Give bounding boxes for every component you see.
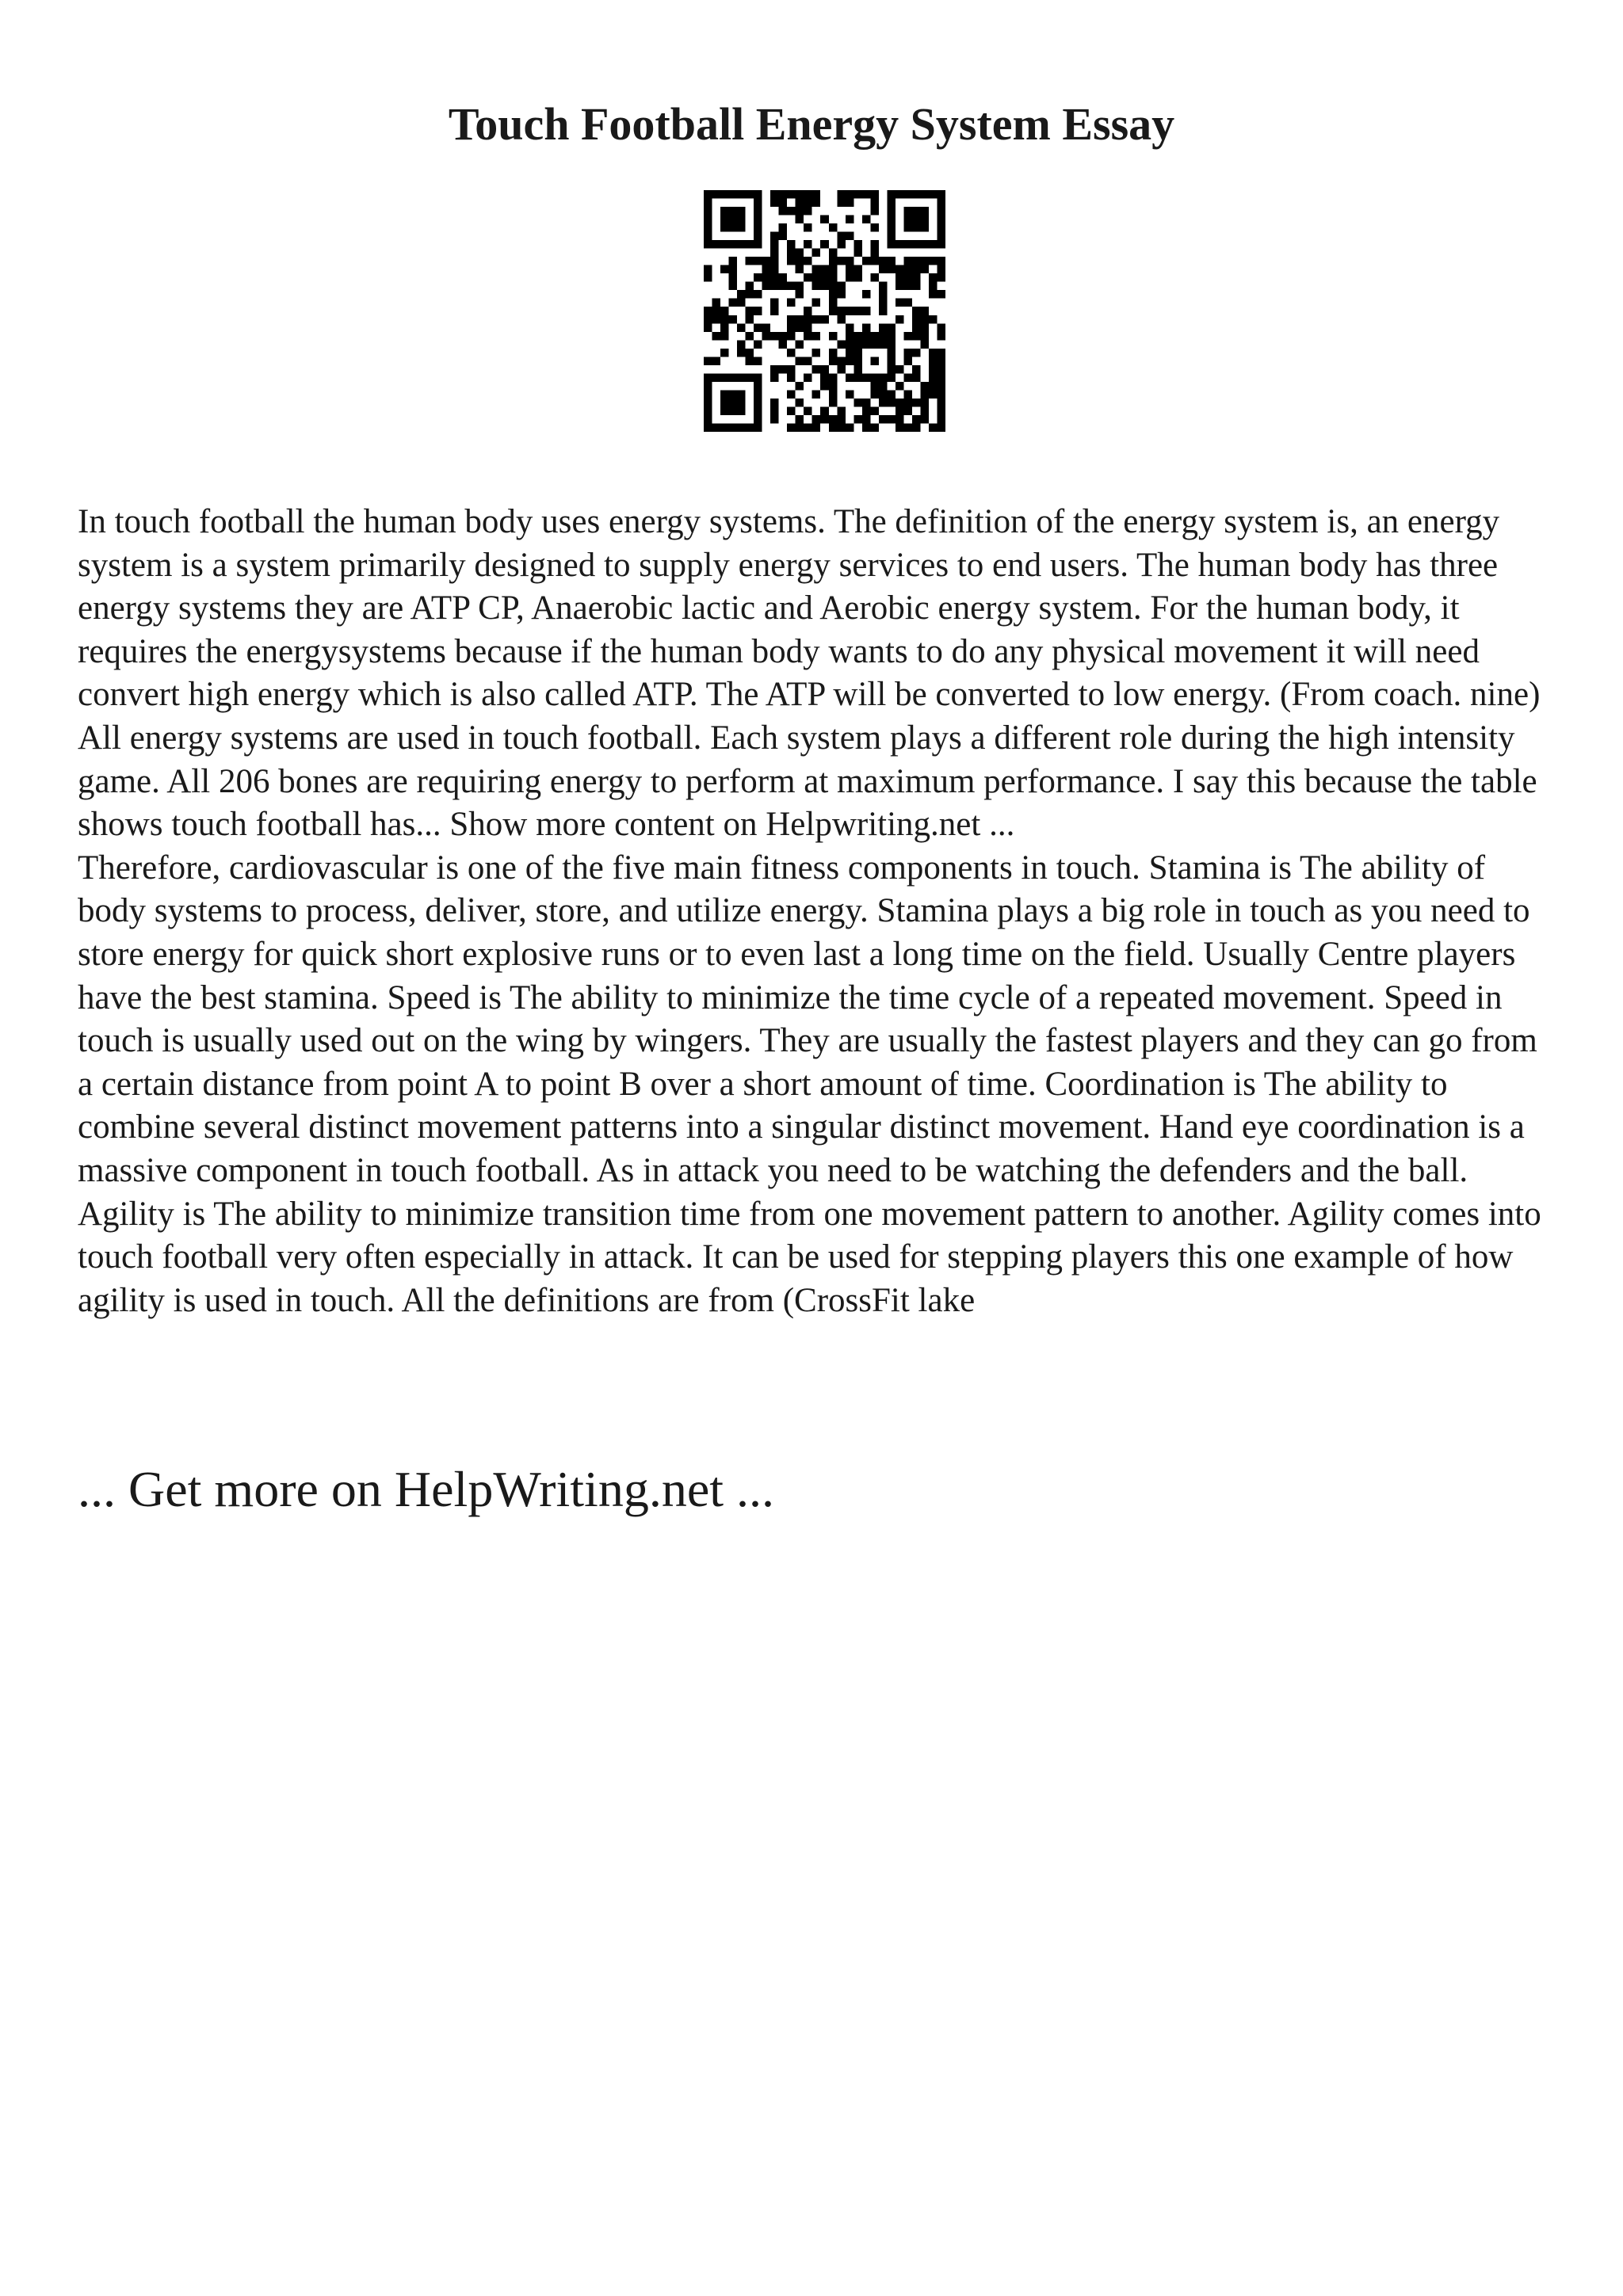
document-title: Touch Football Energy System Essay [448,98,1175,150]
essay-body [78,501,1545,1322]
get-more-link[interactable]: ... Get more on HelpWriting.net ... [78,1461,774,1517]
essay-paragraph-2: Therefore, cardiovascular is one of the five main fitness components in touch. Stamina is The ability of body systems to process, deliver, store, and utilize energy. Stamina plays a big role in touch as you need to store energy for quick short explosive runs or to even last a long time on the field. Usually Centre players have the best stamina. Speed is The ability to minimize the time cycle of a repeated movement. Speed in touch is usually used out on the wing by wingers. They are usually the fastest players and they can go from a certain distance from point A to point B over a short amount of time. Coordination is The ability to combine several distinct movement patterns into a singular distinct movement. Hand eye coordination is a massive component in touch football. As in attack you need to be watching the defenders and the ball. Agility is The ability to minimize transition time from one movement pattern to another. Agility comes into touch football very often especially in attack. It can be used for stepping players this one example of how agility is used in touch. All the definitions are from (CrossFit lake [78,849,1541,1319]
essay-paragraph-1: In touch football the human body uses energy systems. The definition of the energy system is, an energy system is a system primarily designed to supply energy services to end users. The human body has three energy systems they are ATP CP, Anaerobic lactic and Aerobic energy system. For the human body, it requires the energysystems because if the human body wants to do any physical movement it will need convert high energy which is also called ATP. The ATP will be converted to low energy. (From coach. nine) All energy systems are used in touch football. Each system plays a different role during the high intensity game. All 206 bones are requiring energy to perform at maximum performance. I say this because the table shows touch football has... Show more content on Helpwriting.net ... [78,503,1541,844]
qr-code-icon[interactable] [704,190,945,432]
